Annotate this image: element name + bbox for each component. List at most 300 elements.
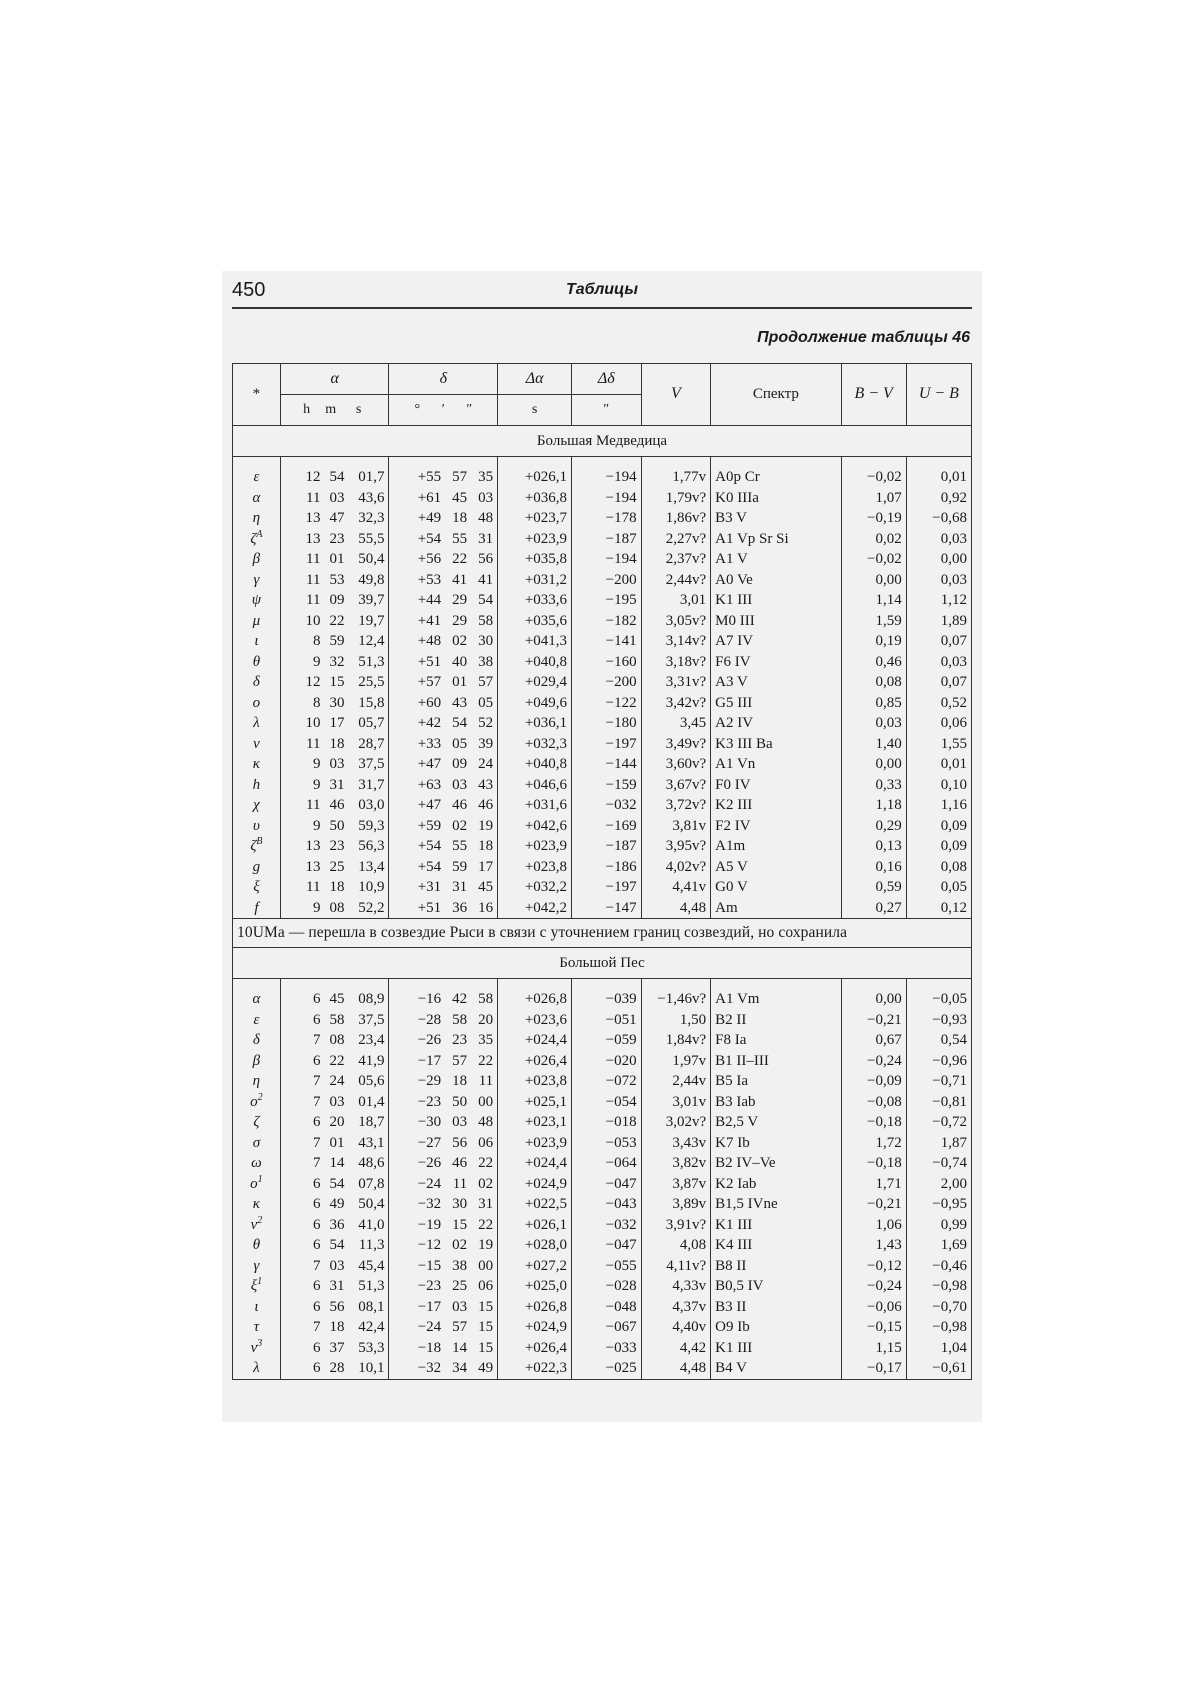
dec-arcsec: 17 [478,858,494,875]
magnitude: 2,27v? [641,529,711,550]
proper-motion-dec: −195 [572,590,642,611]
table-row [233,795,972,816]
dec-arcmin: 09 [452,756,468,772]
spectral-class: B0,5 IV [711,1276,841,1297]
magnitude: 3,49v? [641,734,711,755]
ra-hours: 8 [312,694,321,711]
color-bv: −0,12 [841,1256,906,1277]
spectral-class: K1 III [711,1215,841,1236]
spectral-class: A0p Cr [711,467,841,488]
table-row [233,590,972,611]
table-row [233,508,972,529]
ra-seconds: 32,3 [358,510,385,526]
star-letter: ζ [250,838,257,854]
color-ub: −0,46 [906,1256,971,1277]
proper-motion-dec: −187 [572,836,642,857]
ra-minutes: 58 [329,1011,345,1028]
color-ub: 0,52 [906,693,971,714]
right-ascension [280,795,389,816]
right-ascension [280,1215,389,1236]
magnitude: 3,81v [641,816,711,837]
proper-motion-ra: +026,1 [498,467,572,488]
declination [389,1338,498,1359]
star-designation [233,529,281,550]
ra-hours: 6 [312,1052,321,1069]
proper-motion-dec: −160 [572,652,642,673]
ra-seconds: 05,6 [358,1073,385,1089]
dec-degrees: +42 [417,715,442,731]
star-designation [233,652,281,673]
table-row [233,467,972,488]
spectral-class: B5 Ia [711,1071,841,1092]
dec-arcsec: 15 [478,1339,494,1356]
right-ascension [280,1153,389,1174]
proper-motion-dec: −194 [572,549,642,570]
dec-degrees: −26 [417,1155,442,1171]
ra-hours: 9 [312,899,321,916]
star-designation [233,795,281,816]
ra-seconds: 03,0 [358,797,385,813]
ra-seconds: 56,3 [358,838,385,854]
spacer-cell [711,457,841,468]
proper-motion-dec: −169 [572,816,642,837]
color-bv: −0,17 [841,1358,906,1379]
star-designation [233,1133,281,1154]
right-ascension [280,652,389,673]
declination [389,1071,498,1092]
magnitude: 3,42v? [641,693,711,714]
declination [389,611,498,632]
star-letter: η [252,1073,261,1089]
dec-arcsec: 39 [478,735,494,752]
dec-arcmin: 02 [452,633,468,649]
dec-degrees: −23 [417,1278,442,1294]
star-letter: ι [254,1298,259,1315]
declination [389,1276,498,1297]
page-header [232,279,972,309]
footnote-row [233,919,972,948]
magnitude: 4,48 [641,898,711,919]
right-ascension [280,1317,389,1338]
declination [389,590,498,611]
dec-arcsec: 38 [478,653,494,670]
color-bv: −0,21 [841,1010,906,1031]
proper-motion-ra: +023,8 [498,857,572,878]
color-ub: 1,04 [906,1338,971,1359]
dec-arcmin: 14 [452,1339,468,1356]
proper-motion-dec: −186 [572,857,642,878]
table-row [233,488,972,509]
star-designation [233,631,281,652]
declination [389,570,498,591]
right-ascension [280,734,389,755]
dec-arcmin: 22 [452,551,468,567]
color-ub: −0,71 [906,1071,971,1092]
ra-minutes: 31 [329,1278,345,1294]
magnitude: 2,44v [641,1071,711,1092]
spectral-class: A1 Vn [711,754,841,775]
ra-hours: 7 [312,1134,321,1151]
spectral-class: F6 IV [711,652,841,673]
ra-hours: 13 [305,838,321,854]
table-row [233,775,972,796]
declination [389,734,498,755]
ra-seconds: 23,4 [358,1032,385,1048]
proper-motion-ra: +028,0 [498,1235,572,1256]
color-ub: 0,09 [906,836,971,857]
col-dec: δ [389,364,498,395]
star-designation [233,734,281,755]
magnitude: 4,11v? [641,1256,711,1277]
declination [389,1317,498,1338]
ra-minutes: 59 [329,633,345,649]
ra-minutes: 08 [329,899,345,916]
ra-hours: 6 [312,1196,321,1212]
table-row [233,1338,972,1359]
star-designation [233,989,281,1010]
star-letter: ν [250,1339,258,1356]
right-ascension [280,1030,389,1051]
ra-minutes: 09 [329,592,345,608]
dec-arcmin: 11 [452,1175,468,1192]
dec-degrees: −28 [417,1011,442,1028]
color-ub: 2,00 [906,1174,971,1195]
star-letter: υ [252,817,260,834]
table-row [233,713,972,734]
proper-motion-dec: −048 [572,1297,642,1318]
right-ascension [280,1338,389,1359]
star-designation [233,1297,281,1318]
spectral-class: K1 III [711,1338,841,1359]
dec-arcmin: 15 [452,1216,468,1233]
star-designation [233,775,281,796]
proper-motion-ra: +029,4 [498,672,572,693]
right-ascension [280,529,389,550]
dec-arcsec: 58 [478,991,494,1007]
right-ascension [280,672,389,693]
color-ub: 1,87 [906,1133,971,1154]
star-letter: h [252,776,261,793]
dec-arcsec: 20 [478,1011,494,1028]
ra-seconds: 13,4 [358,858,385,875]
ra-minutes: 54 [329,1237,345,1253]
declination [389,1092,498,1113]
ra-seconds: 08,1 [358,1298,385,1315]
ra-hours: 12 [305,469,321,485]
spectral-class: B3 V [711,508,841,529]
spectral-class: B1 II–III [711,1051,841,1072]
color-ub: 0,10 [906,775,971,796]
ra-seconds: 39,7 [358,592,385,608]
star-letter: ξ [250,1278,258,1294]
color-ub: 0,92 [906,488,971,509]
spectral-class: K2 Iab [711,1174,841,1195]
color-ub: 0,05 [906,877,971,898]
dec-arcmin: 57 [452,1052,468,1069]
star-designation [233,611,281,632]
color-bv: 0,00 [841,570,906,591]
declination [389,857,498,878]
magnitude: 3,43v [641,1133,711,1154]
dec-arcmin: 18 [452,510,468,526]
proper-motion-dec: −147 [572,898,642,919]
dec-degrees: −32 [417,1360,442,1376]
declination [389,836,498,857]
dec-arcmin: 54 [452,715,468,731]
dec-arcsec: 31 [478,1196,494,1212]
dec-arcsec: 19 [478,817,494,834]
table-row [233,877,972,898]
star-letter: κ [252,756,260,772]
table-row [233,734,972,755]
right-ascension [280,898,389,919]
ra-minutes: 46 [329,797,345,813]
ra-minutes: 01 [329,1134,345,1151]
star-designation [233,898,281,919]
color-bv: −0,18 [841,1112,906,1133]
dec-arcsec: 41 [478,571,494,588]
dec-arcmin: 34 [452,1360,468,1376]
section-title: Большая Медведица [233,426,972,457]
star-designation [233,467,281,488]
spacer-cell [572,457,642,468]
proper-motion-ra: +036,8 [498,488,572,509]
magnitude: 3,14v? [641,631,711,652]
proper-motion-ra: +027,2 [498,1256,572,1277]
spectral-class: K2 III [711,795,841,816]
ra-seconds: 19,7 [358,612,385,629]
ra-seconds: 12,4 [358,633,385,649]
declination [389,1256,498,1277]
declination [389,508,498,529]
star-letter: λ [253,715,260,731]
dec-arcmin: 29 [452,592,468,608]
ra-minutes: 03 [329,489,345,506]
spectral-class: O9 Ib [711,1317,841,1338]
declination [389,1133,498,1154]
ra-hours: 11 [306,797,321,813]
dec-arcsec: 30 [478,633,494,649]
table-row [233,816,972,837]
table-row [233,549,972,570]
dec-degrees: −17 [417,1298,442,1315]
ra-hours: 9 [312,817,321,834]
dec-degrees: −30 [417,1114,442,1130]
color-bv: 0,27 [841,898,906,919]
star-letter: β [252,551,261,567]
star-designation [233,1256,281,1277]
proper-motion-dec: −033 [572,1338,642,1359]
color-ub: 1,16 [906,795,971,816]
right-ascension [280,989,389,1010]
dec-degrees: +56 [417,551,442,567]
color-ub: 1,12 [906,590,971,611]
dec-arcmin: 03 [452,1114,468,1130]
color-bv: −0,19 [841,508,906,529]
proper-motion-dec: −055 [572,1256,642,1277]
proper-motion-ra: +026,4 [498,1338,572,1359]
dec-arcmin: 50 [452,1093,468,1110]
proper-motion-dec: −051 [572,1010,642,1031]
spectral-class: A0 Ve [711,570,841,591]
proper-motion-ra: +023,6 [498,1010,572,1031]
dec-degrees: +51 [417,899,442,916]
declination [389,1112,498,1133]
color-bv: 1,72 [841,1133,906,1154]
col-bv: B − V [841,364,906,426]
spectral-class: A5 V [711,857,841,878]
star-superscript: B [256,836,263,847]
star-designation [233,1153,281,1174]
col-ub: U − B [906,364,971,426]
ra-minutes: 18 [329,879,345,895]
star-letter: ε [253,1011,260,1028]
ra-hours: 6 [312,991,321,1007]
star-designation [233,1174,281,1195]
table-continuation-label: Продолжение таблицы 46 [757,329,970,346]
row-spacer [233,979,972,990]
color-ub: 0,54 [906,1030,971,1051]
col-star: * [233,364,281,426]
color-bv: −0,06 [841,1297,906,1318]
star-designation [233,672,281,693]
star-letter: ι [254,633,259,649]
color-bv: 0,19 [841,631,906,652]
ra-hours: 6 [312,1237,321,1253]
star-designation [233,1112,281,1133]
proper-motion-dec: −018 [572,1112,642,1133]
color-bv: 1,15 [841,1338,906,1359]
ra-seconds: 18,7 [358,1114,385,1130]
spectral-class: F8 Ia [711,1030,841,1051]
ra-minutes: 17 [329,715,345,731]
proper-motion-dec: −200 [572,672,642,693]
dec-arcmin: 59 [452,858,468,875]
proper-motion-dec: −020 [572,1051,642,1072]
dec-arcsec: 56 [478,551,494,567]
star-letter: λ [253,1360,260,1376]
ra-minutes: 54 [329,1175,345,1192]
proper-motion-dec: −043 [572,1194,642,1215]
dec-arcsec: 00 [478,1093,494,1110]
dec-arcmin: 02 [452,817,468,834]
dec-arcmin: 02 [452,1237,468,1253]
book-page [222,271,982,1422]
dec-arcsec: 06 [478,1278,494,1294]
spectral-class: A1 Vm [711,989,841,1010]
proper-motion-dec: −028 [572,1276,642,1297]
ra-seconds: 28,7 [358,735,385,752]
color-bv: 0,13 [841,836,906,857]
magnitude: 4,08 [641,1235,711,1256]
color-bv: −0,18 [841,1153,906,1174]
ra-seconds: 01,4 [358,1093,385,1110]
table-row [233,898,972,919]
magnitude: 3,01v [641,1092,711,1113]
color-bv: 0,85 [841,693,906,714]
declination [389,1235,498,1256]
table-row [233,1235,972,1256]
star-superscript: 1 [257,1276,263,1287]
proper-motion-ra: +046,6 [498,775,572,796]
ra-minutes: 23 [329,838,345,854]
color-ub: 0,00 [906,549,971,570]
star-letter: δ [252,1032,260,1048]
section-title: Большой Пес [233,948,972,979]
dec-arcsec: 18 [478,838,494,854]
declination [389,713,498,734]
proper-motion-dec: −067 [572,1317,642,1338]
proper-motion-ra: +040,8 [498,652,572,673]
color-ub: −0,74 [906,1153,971,1174]
ra-hours: 11 [306,592,321,608]
right-ascension [280,836,389,857]
star-designation [233,488,281,509]
magnitude: 1,77v [641,467,711,488]
right-ascension [280,1358,389,1379]
ra-minutes: 50 [329,817,345,834]
dec-arcmin: 40 [452,653,468,670]
dec-arcsec: 22 [478,1155,494,1171]
color-ub: 0,99 [906,1215,971,1236]
color-ub: 1,55 [906,734,971,755]
spacer-cell [641,979,711,990]
ra-minutes: 53 [329,571,345,588]
dec-arcmin: 55 [452,838,468,854]
proper-motion-ra: +036,1 [498,713,572,734]
dec-arcsec: 22 [478,1216,494,1233]
ra-seconds: 11,3 [358,1237,385,1253]
magnitude: 3,45 [641,713,711,734]
dec-degrees: +48 [417,633,442,649]
declination [389,877,498,898]
spectral-class: A7 IV [711,631,841,652]
color-ub: 0,08 [906,857,971,878]
dec-arcmin: 31 [452,879,468,895]
spectral-class: F0 IV [711,775,841,796]
dec-degrees: −26 [417,1032,442,1048]
proper-motion-ra: +033,6 [498,590,572,611]
magnitude: 1,84v? [641,1030,711,1051]
color-ub: −0,81 [906,1092,971,1113]
col-ra-units: h m s [280,395,389,426]
dec-arcmin: 01 [452,674,468,690]
star-designation [233,570,281,591]
dec-degrees: −19 [417,1216,442,1233]
dec-arcmin: 56 [452,1134,468,1151]
ra-seconds: 07,8 [358,1175,385,1192]
star-designation [233,877,281,898]
color-ub: 0,07 [906,631,971,652]
magnitude: 3,89v [641,1194,711,1215]
color-bv: 0,67 [841,1030,906,1051]
right-ascension [280,693,389,714]
declination [389,1010,498,1031]
page-number: 450 [232,279,266,301]
dec-arcsec: 58 [478,612,494,629]
spectral-class: B8 II [711,1256,841,1277]
declination [389,1174,498,1195]
color-bv: −0,24 [841,1051,906,1072]
star-letter: ω [251,1155,262,1171]
col-dra-unit: s [498,395,572,426]
right-ascension [280,1112,389,1133]
color-ub: 0,01 [906,467,971,488]
color-ub: 0,01 [906,754,971,775]
ra-minutes: 03 [329,756,345,772]
ra-minutes: 37 [329,1339,345,1356]
star-designation [233,816,281,837]
